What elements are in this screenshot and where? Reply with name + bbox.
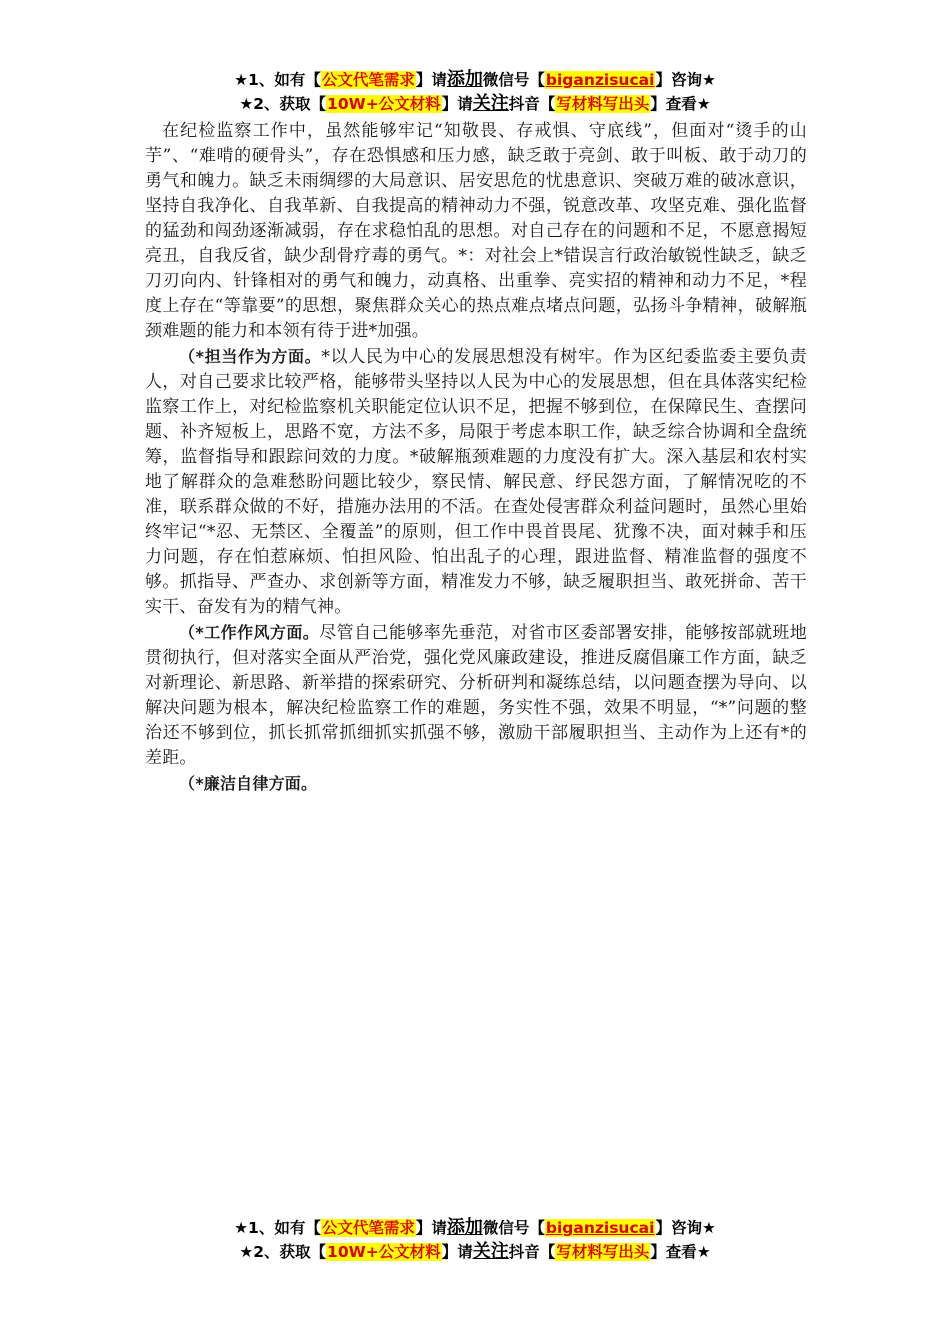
banner-text: 抖音【 (508, 1243, 556, 1261)
banner-highlight: 10W+公文材料 (327, 1243, 441, 1261)
footer-banner (0, 1216, 950, 1264)
wechat-id-highlight: biganzisucai (545, 1219, 655, 1237)
banner-text: 】请 (441, 1243, 473, 1261)
banner-emphasis: 添加 (446, 69, 483, 90)
banner-line-2 (0, 92, 950, 116)
paragraph-3-text: 尽管自己能够率先垂范，对省市区委部署安排，能够按部就班地贯彻执行，但对落实全面从严治党，强化党风廉政建设，推进反腐倡廉工作方面，缺乏对新理论、新思路、新举措的探索研究、分析研判和凝练总结，以问题查摆为导向、以解决问题为根本，解决纪检监察工作的难题，务实性不强，效果不明显，“*”问题的整治还不够到位，抓长抓常抓细抓实抓强不够，激励干部履职担当、主动作为上还有*的差距。 (145, 623, 807, 768)
paragraph-1: 在纪检监察工作中，虽然能够牢记“知敬畏、存戒惧、守底线”，但面对“烫手的山芋”、“难啃的硬骨头”，存在恐惧感和压力感，缺乏敢于亮剑、敢于叫板、敢于动刀的勇气和魄力。缺乏未雨绸缪的大局意识、居安思危的忧患意识、突破万难的破冰意识，坚持自我净化、自我革新、自我提高的精神动力不强，锐意改革、攻坚克难、强化监督的猛劲和闯劲逐渐减弱，存在求稳怕乱的思想。对自己存在的问题和不足，不愿意揭短亮丑，自我反省，缺少刮骨疗毒的勇气。*：对社会上*错误言行政治敏锐性缺乏，缺乏刀刃向内、针锋相对的勇气和魄力，动真格、出重拳、亮实招的精神和动力不足，*程度上存在“等靠要”的思想，聚焦群众关心的热点难点堵点问题，弘扬斗争精神，破解瓶颈难题的能力和本领有待于进*加强。 (145, 121, 807, 341)
paragraph-3 (145, 620, 807, 771)
banner-line-2 (0, 1240, 950, 1264)
banner-emphasis: 关注 (472, 1241, 509, 1262)
header-banner (0, 68, 950, 116)
banner-text: ★2、获取【 (239, 95, 327, 113)
section-heading-integrity: （*廉洁自律方面。 (179, 774, 318, 793)
banner-emphasis: 添加 (446, 1217, 483, 1238)
banner-text: ★1、如有【 (234, 71, 321, 89)
section-heading-responsibility: （*担当作为方面。 (179, 347, 322, 366)
banner-text: 】请 (415, 71, 447, 89)
paragraph-2 (145, 344, 807, 620)
section-heading-work-style: （*工作作风方面。 (179, 623, 320, 642)
paragraph-4 (145, 771, 807, 797)
banner-text: ★2、获取【 (239, 1243, 327, 1261)
banner-text: 微信号【 (482, 1219, 545, 1237)
banner-line-1 (0, 68, 950, 92)
banner-text: 抖音【 (508, 95, 556, 113)
wechat-id-highlight: biganzisucai (545, 71, 655, 89)
banner-text: ★1、如有【 (234, 1219, 321, 1237)
banner-highlight: 10W+公文材料 (327, 95, 441, 113)
banner-text: 】查看★ (650, 1243, 711, 1261)
document-body (145, 119, 807, 797)
banner-text: 】请 (415, 1219, 447, 1237)
paragraph-2-text: *以人民为中心的发展思想没有树牢。作为区纪委监委主要负责人，对自己要求比较严格，能够带头坚持以人民为中心的发展思想，但在具体落实纪检监察工作上，对纪检监察机关职能定位认识不足，把握不够到位，在保障民生、查摆问题、补齐短板上，思路不宽，方法不多，局限于考虑本职工作，缺乏综合协调和全盘统筹，监督指导和跟踪问效的力度。*破解瓶颈难题的力度没有扩大。深入基层和农村实地了解群众的急难愁盼问题比较少，察民情、解民意、纾民怨方面，了解情况吃的不准，联系群众做的不好，措施办法用的不活。在查处侵害群众利益问题时，虽然心里始终牢记“*忍、无禁区、全覆盖”的原则，但工作中畏首畏尾、犹豫不决，面对棘手和压力问题，存在怕惹麻烦、怕担风险、怕出乱子的心理，跟进监督、精准监督的强度不够。抓指导、严查办、求创新等方面，精准发力不够，缺乏履职担当、敢死拼命、苦干实干、奋发有为的精气神。 (145, 347, 807, 617)
banner-emphasis: 关注 (472, 93, 509, 114)
banner-highlight: 公文代笔需求 (321, 1219, 415, 1237)
banner-line-1 (0, 1216, 950, 1240)
banner-text: 】查看★ (650, 95, 711, 113)
banner-text: 】咨询★ (655, 1219, 716, 1237)
banner-text: 】咨询★ (655, 71, 716, 89)
banner-text: 】请 (441, 95, 473, 113)
banner-highlight: 公文代笔需求 (321, 71, 415, 89)
banner-text: 微信号【 (482, 71, 545, 89)
douyin-id-highlight: 写材料写出头 (556, 95, 650, 113)
douyin-id-highlight: 写材料写出头 (556, 1243, 650, 1261)
